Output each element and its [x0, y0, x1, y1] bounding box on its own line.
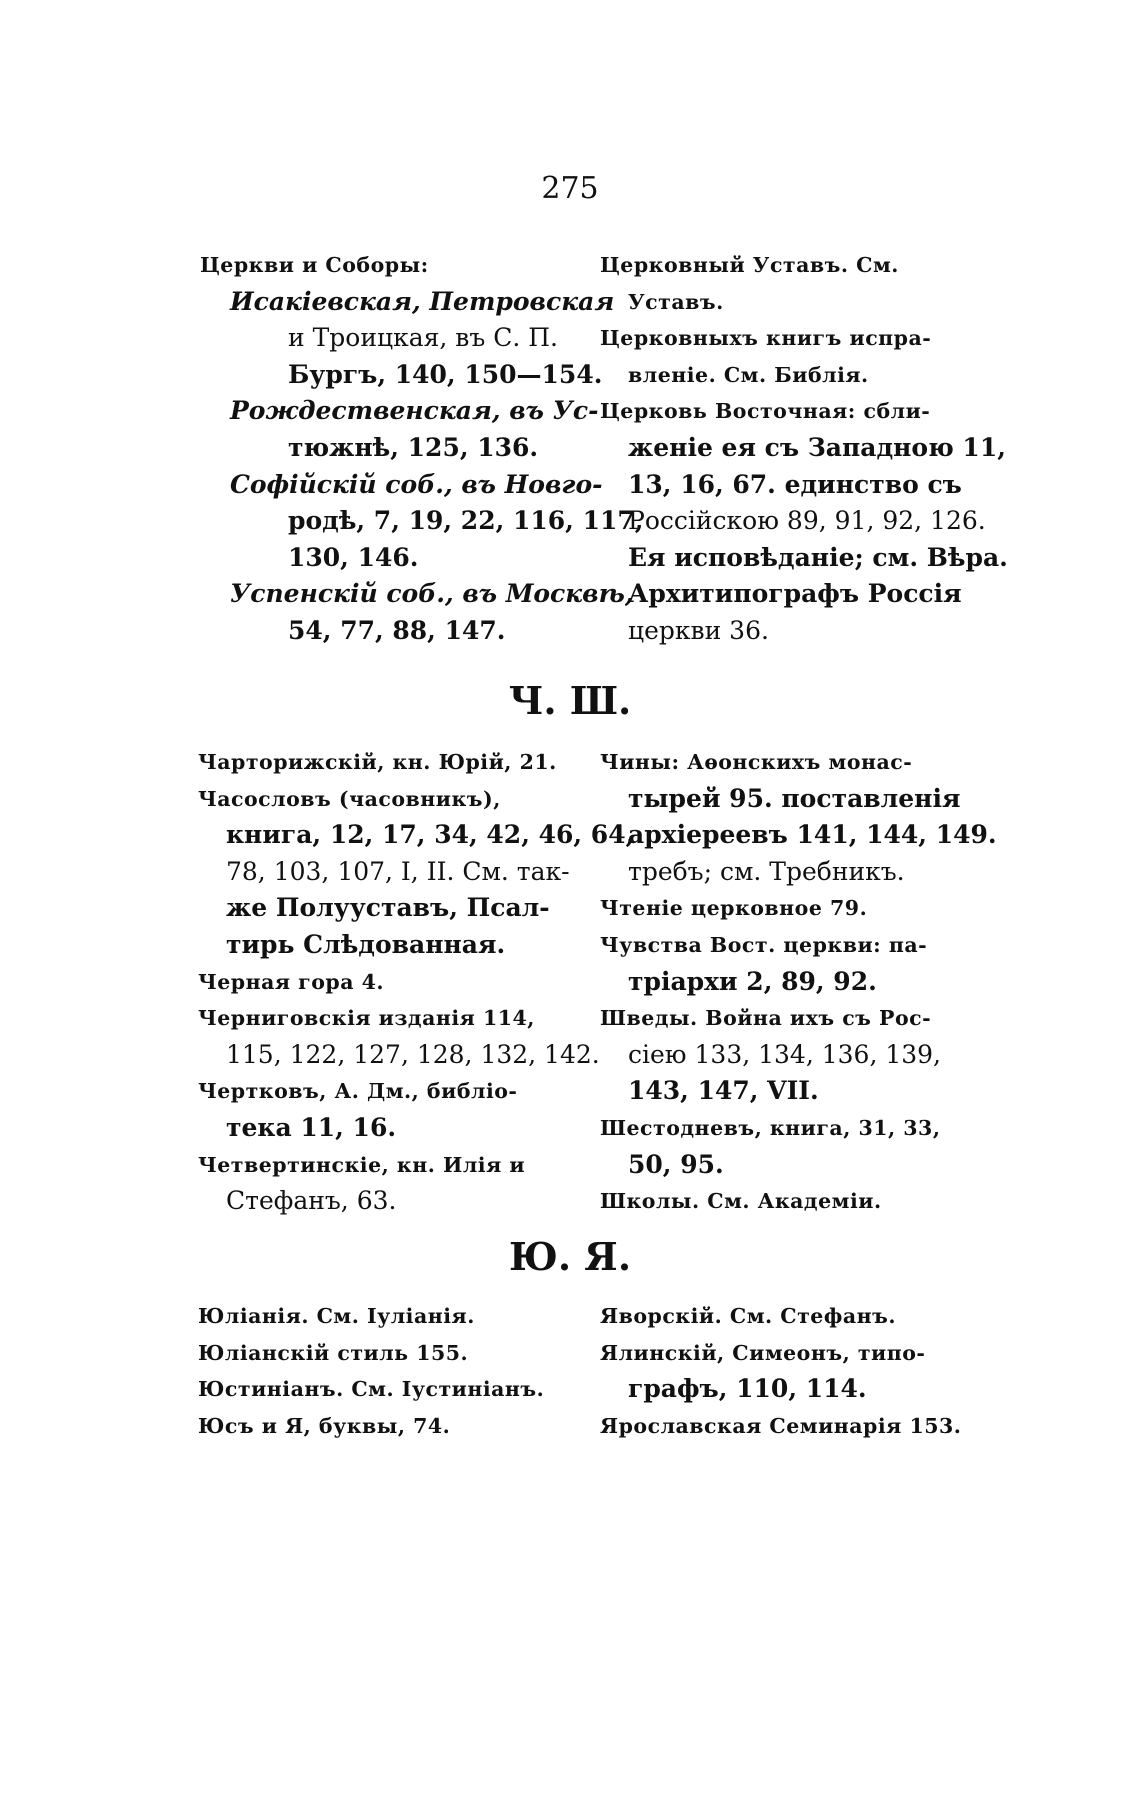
index-subentry [200, 467, 644, 577]
index-subentry [200, 393, 599, 466]
entry-line: вленіе. См. Библія. [628, 362, 869, 387]
index-entry [198, 744, 568, 781]
index-subentry [200, 576, 634, 649]
entry-line: Софійскій соб., въ Новго- [230, 469, 603, 499]
index-entry [600, 744, 997, 890]
s0-left-column [200, 247, 644, 650]
entry-line: Ея исповѣданіе; см. Вѣра. [628, 542, 1008, 572]
entry-line: 115, 122, 127, 128, 132, 142. [226, 1039, 600, 1069]
entry-line: тріархи 2, 89, 92. [628, 966, 877, 996]
entry-line: тирь Слѣдованная. [226, 929, 506, 959]
entry-line: Юсъ и Я, буквы, 74. [198, 1413, 451, 1438]
entry-line: тека 11, 16. [226, 1112, 397, 1142]
entry-line: Уставъ. [628, 289, 724, 314]
entry-line: 130, 146. [288, 542, 419, 572]
entry-line: Чтеніе церковное 79. [600, 896, 868, 921]
index-entry [198, 1408, 568, 1445]
entry-line: Юстиніанъ. См. Іустиніанъ. [198, 1377, 545, 1402]
entry-line: Бургъ, 140, 150—154. [288, 359, 603, 389]
index-entry [600, 1110, 980, 1183]
entry-line: тюжнѣ, 125, 136. [288, 432, 539, 462]
index-entry [198, 1298, 568, 1335]
index-entry [600, 1183, 980, 1220]
index-entry [600, 1408, 980, 1445]
entry-line: Чарторижскій, кн. Юрій, 21. [198, 750, 557, 774]
entry-line: сіею 133, 134, 136, 139, [628, 1039, 942, 1069]
entry-line: тырей 95. поставленія [628, 783, 961, 813]
entry-line: Церковный Уставъ. См. [600, 253, 899, 277]
entry-line: Юліанскій стиль 155. [198, 1340, 469, 1365]
index-entry [198, 781, 635, 964]
index-entry [198, 1335, 568, 1372]
index-entry [600, 927, 980, 1000]
index-entry [600, 320, 980, 393]
entry-line: Черная гора 4. [198, 969, 385, 994]
entry-line: 13, 16, 67. единство съ [628, 469, 962, 499]
entry-line: Ялинскій, Симеонъ, типо- [600, 1340, 926, 1365]
entry-line: Архитипографъ Россія [628, 579, 962, 609]
entry-line: же Полууставъ, Псал- [226, 893, 550, 923]
entry-line: Чертковъ, А. Дм., библіо- [198, 1079, 518, 1104]
entry-line: графъ, 110, 114. [628, 1374, 867, 1404]
entry-line: 143, 147, VII. [628, 1076, 819, 1106]
index-entry [600, 890, 980, 927]
s2-right-column [600, 1298, 980, 1444]
entry-line: Церкви и Соборы: [200, 253, 429, 277]
s0-right-column [600, 247, 1008, 650]
entry-line: Чины: Аѳонскихъ монас- [600, 750, 913, 774]
entry-line: требъ; см. Требникъ. [628, 856, 905, 886]
entry-line: Черниговскія изданія 114, [198, 1006, 535, 1031]
entry-line: 50, 95. [628, 1149, 724, 1179]
entry-line: женіе ея съ Западною 11, [628, 432, 1006, 462]
entry-line: Яворскій. См. Стефанъ. [600, 1304, 896, 1328]
index-entry [600, 1335, 980, 1408]
index-entry [600, 1298, 980, 1335]
s2-left-column [198, 1298, 568, 1444]
index-entry [198, 1147, 568, 1220]
entry-line: Церковь Восточная: сбли- [600, 399, 931, 424]
entry-line: Школы. См. Академіи. [600, 1189, 882, 1214]
entry-line: архіереевъ 141, 144, 149. [628, 820, 997, 850]
entry-line: Ярославская Семинарія 153. [600, 1413, 962, 1438]
entry-line: Четвертинскіе, кн. Илія и [198, 1152, 526, 1177]
entry-line: 54, 77, 88, 147. [288, 615, 506, 645]
index-subentry [200, 284, 615, 394]
entry-line: Стефанъ, 63. [226, 1186, 397, 1216]
s1-right-column [600, 744, 997, 1220]
index-entry [600, 247, 980, 320]
index-entry [198, 964, 568, 1001]
index-entry [600, 1000, 980, 1110]
index-entry [600, 393, 1008, 649]
entry-line: церкви 36. [628, 615, 769, 645]
s1-left-column [198, 744, 635, 1220]
index-entry [198, 1371, 568, 1408]
index-entry [200, 247, 540, 284]
index-entry [198, 1000, 600, 1073]
entry-line: книга, 12, 17, 34, 42, 46, 64, [226, 820, 635, 850]
page-number: 275 [541, 171, 599, 206]
entry-line: Чувства Вост. церкви: па- [600, 932, 928, 957]
entry-line: родѣ, 7, 19, 22, 116, 117, [288, 506, 644, 536]
entry-line: Исакіевская, Петровская [230, 286, 615, 316]
index-entry [198, 1073, 568, 1146]
entry-line: Рождественская, въ Ус- [230, 396, 599, 426]
entry-line: Успенскій соб., въ Москвѣ, [230, 579, 634, 609]
entry-line: Шестодневъ, книга, 31, 33, [600, 1115, 941, 1140]
entry-line: Шведы. Война ихъ съ Рос- [600, 1006, 932, 1031]
section-heading: Ч. Ш. [508, 678, 632, 723]
entry-line: Церковныхъ книгъ испра- [600, 326, 932, 351]
entry-line: и Троицкая, въ С. П. [288, 323, 558, 353]
entry-line: Часословъ (часовникъ), [198, 786, 501, 811]
entry-line: Юліанія. См. Іуліанія. [198, 1304, 475, 1328]
section-heading: Ю. Я. [508, 1234, 632, 1279]
entry-line: 78, 103, 107, I, II. См. так- [226, 856, 570, 886]
entry-line: Россійскою 89, 91, 92, 126. [628, 506, 986, 536]
